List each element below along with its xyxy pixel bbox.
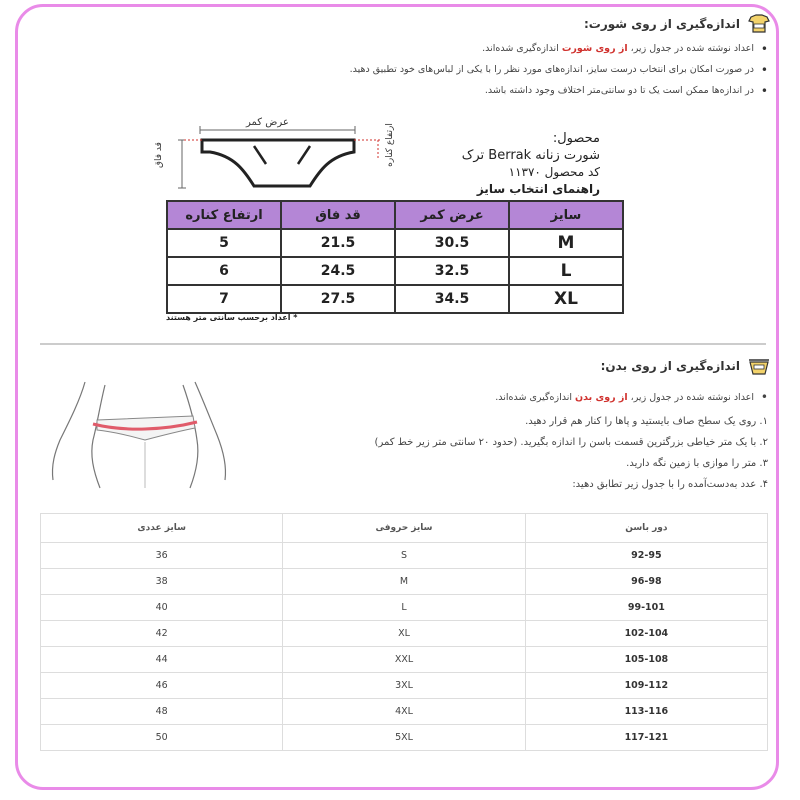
cell: 96-98 [525, 569, 767, 595]
header-letter-size: سایز حروفی [283, 514, 525, 543]
garment-size-table [166, 200, 624, 314]
product-code: کد محصول ۱۱۳۷۰ [508, 165, 600, 179]
section-title-garment [584, 14, 770, 34]
table-row [41, 647, 768, 673]
cell: L [283, 595, 525, 621]
table-row [41, 621, 768, 647]
cell: 113-116 [525, 699, 767, 725]
section-title-body [601, 356, 770, 376]
cell: 5XL [283, 725, 525, 751]
product-label: محصول: [552, 131, 600, 146]
cell: M [283, 569, 525, 595]
cell: 48 [41, 699, 283, 725]
table-row [41, 543, 768, 569]
units-note: * اعداد برحسب سانتی متر هستند [166, 313, 298, 322]
header-number-size: سایز عددی [41, 514, 283, 543]
note-item: • در اندازه‌ها ممکن است یک تا دو سانتی‌متر اختلاف وجود داشته باشد. [350, 84, 768, 105]
cell: 21.5 [281, 229, 395, 257]
step-item: ۲. با یک متر خیاطی بزرگترین قسمت باسن را اندازه بگیرید. (حدود ۲۰ سانتی متر زیر خط کمر) [374, 437, 768, 448]
cell: 24.5 [281, 257, 395, 285]
size-guide-title: راهنمای انتخاب سایز [476, 182, 600, 196]
cell: 44 [41, 647, 283, 673]
cell: 102-104 [525, 621, 767, 647]
rise-label: قد فاق [153, 142, 164, 168]
cell: 42 [41, 621, 283, 647]
body-hip-illustration [45, 380, 245, 490]
section-title-text: اندازه‌گیری از روی بدن: [600, 359, 740, 373]
cell: 6 [167, 257, 281, 285]
table-row [41, 673, 768, 699]
cell: 38 [41, 569, 283, 595]
cell: 5 [167, 229, 281, 257]
header-waist: عرض کمر [395, 201, 509, 229]
cell: 109-112 [525, 673, 767, 699]
cell: XL [509, 285, 623, 313]
cell: S [283, 543, 525, 569]
cell: 40 [41, 595, 283, 621]
cell: XL [283, 621, 525, 647]
body-size-table [40, 513, 768, 751]
product-name: شورت زنانه Berrak ترک [461, 148, 600, 163]
table-row [41, 569, 768, 595]
cell: 99-101 [525, 595, 767, 621]
step-item: ۴. عدد به‌دست‌آمده را با جدول زیر تطابق دهید: [572, 479, 768, 490]
header-size: سایز [509, 201, 623, 229]
note-item: • در صورت امکان برای انتخاب درست سایز، اندازه‌های مورد نظر را با یکی از لباس‌های خود تطبیق دهید. [350, 63, 768, 84]
shirt-measure-icon [748, 14, 770, 34]
body-note: • اعداد نوشته شده در جدول زیر، از روی بدن اندازه‌گیری شده‌اند. [495, 390, 768, 404]
section-title-text: اندازه‌گیری از روی شورت: [583, 17, 740, 31]
header-hip: دور باسن [525, 514, 767, 543]
step-item: ۱. روی یک سطح صاف بایستید و پاها را کنار هم قرار دهید. [525, 416, 768, 427]
cell: 92-95 [525, 543, 767, 569]
header-side: ارتفاع کناره [167, 201, 281, 229]
brief-diagram [170, 112, 410, 192]
measurement-steps [308, 414, 768, 498]
table-row [167, 229, 623, 257]
waist-width-label: عرض کمر [246, 117, 289, 128]
cell: 105-108 [525, 647, 767, 673]
note-item: • اعداد نوشته شده در جدول زیر، از روی شورت اندازه‌گیری شده‌اند. [350, 42, 768, 63]
cell: 46 [41, 673, 283, 699]
header-rise: قد فاق [281, 201, 395, 229]
table-header-row [167, 201, 623, 229]
product-info [462, 130, 600, 198]
cell: 36 [41, 543, 283, 569]
cell: 32.5 [395, 257, 509, 285]
side-height-label: ارتفاع کناره [384, 123, 395, 167]
cell: L [509, 257, 623, 285]
cell: 4XL [283, 699, 525, 725]
cell: XXL [283, 647, 525, 673]
table-row [41, 699, 768, 725]
cell: 34.5 [395, 285, 509, 313]
section-divider [40, 343, 766, 345]
cell: 50 [41, 725, 283, 751]
cell: 3XL [283, 673, 525, 699]
step-item: ۳. متر را موازی با زمین نگه دارید. [626, 458, 768, 469]
table-row [41, 595, 768, 621]
table-row [167, 285, 623, 313]
cell: 30.5 [395, 229, 509, 257]
body-measure-icon [748, 356, 770, 376]
table-header-row [41, 514, 768, 543]
cell: M [509, 229, 623, 257]
table-row [167, 257, 623, 285]
cell: 27.5 [281, 285, 395, 313]
cell: 117-121 [525, 725, 767, 751]
garment-notes [350, 42, 768, 105]
table-row [41, 725, 768, 751]
cell: 7 [167, 285, 281, 313]
